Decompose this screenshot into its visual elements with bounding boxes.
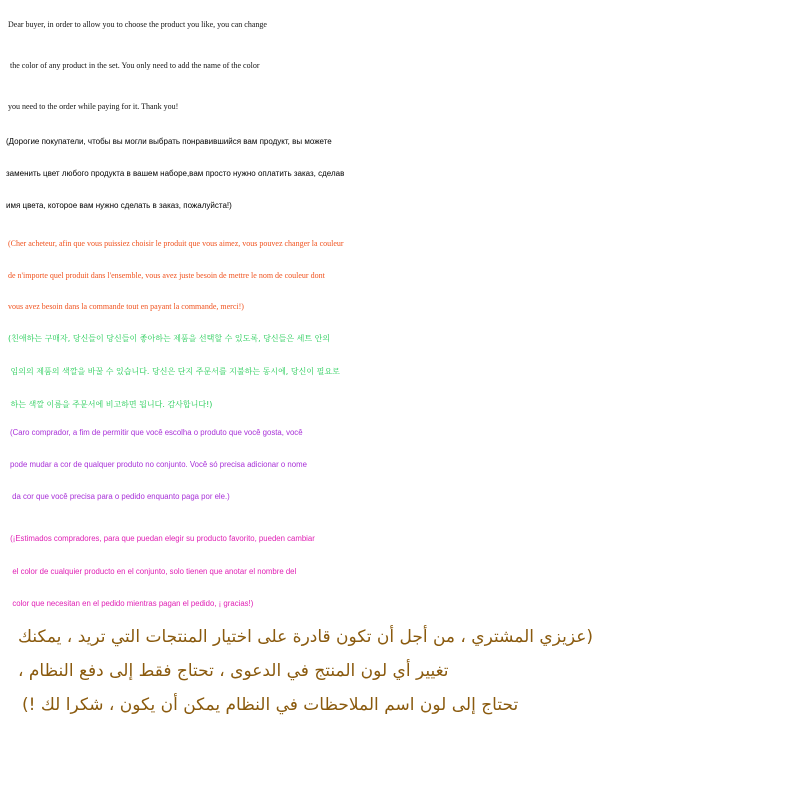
korean-line-1: (친애하는 구매자, 당신들이 당신들이 좋아하는 제품을 선택할 수 있도록, 당신들은 세트 안의 — [8, 334, 331, 343]
french-notice — [8, 228, 800, 323]
portuguese-line-1: (Caro comprador, a fim de permitir que você escolha o produto que você gosta, você — [10, 428, 303, 437]
arabic-line-1: (عزيزي المشتري ، من أجل أن تكون قادرة على اختيار المنتجات التي تريد ، يمكنك — [18, 627, 593, 647]
english-notice — [8, 4, 800, 127]
russian-line-3: имя цвета, которое вам нужно сделать в заказ, пожалуйста!) — [6, 201, 232, 210]
spanish-notice — [8, 523, 800, 621]
english-line-3: you need to the order while paying for it. Thank you! — [8, 102, 179, 111]
korean-notice — [8, 322, 800, 421]
french-line-1: (Cher acheteur, afin que vous puissiez choisir le produit que vous aimez, vous pouvez changer la couleur — [8, 239, 344, 248]
english-line-2: the color of any product in the set. You only need to add the name of the color — [8, 61, 260, 70]
arabic-line-3: تحتاج إلى لون اسم الملاحظات في النظام يمكن أن يكون ، شكرا لك !) — [22, 695, 519, 715]
portuguese-notice — [10, 417, 800, 513]
korean-line-3: 하는 색깔 이름을 주문서에 비고하면 됩니다. 감사합니다!) — [8, 400, 213, 409]
spanish-line-2: el color de cualquier producto en el conjunto, solo tienen que anotar el nombre del — [8, 566, 297, 576]
arabic-line-2: تغيير أي لون المنتج في الدعوى ، تحتاج فقط إلى دفع النظام ، — [18, 661, 449, 681]
korean-line-2: 임의의 제품의 색깔을 바꿀 수 있습니다. 당신은 단지 주문서를 지불하는 동시에, 당신이 필요로 — [8, 367, 340, 376]
arabic-notice — [18, 620, 788, 722]
russian-line-1: (Дорогие покупатели, чтобы вы могли выбрать понравившийся вам продукт, вы можете — [6, 137, 332, 146]
portuguese-line-3: da cor que você precisa para o pedido enquanto paga por ele.) — [10, 492, 230, 501]
portuguese-line-2: pode mudar a cor de qualquer produto no conjunto. Você só precisa adicionar o nome — [10, 460, 307, 469]
spanish-line-3: color que necesitan en el pedido mientras pagan el pedido, ¡ gracias!) — [8, 599, 254, 608]
russian-line-2: заменить цвет любого продукта в вашем наборе,вам просто нужно оплатить заказ, сделав — [6, 169, 345, 178]
french-line-2: de n'importe quel produit dans l'ensemble, vous avez juste besoin de mettre le nom de couleur dont — [8, 270, 325, 280]
russian-notice — [6, 126, 800, 222]
spanish-line-1: (¡Estimados compradores, para que puedan elegir su producto favorito, pueden cambiar — [8, 534, 315, 543]
french-line-3: vous avez besoin dans la commande tout en payant la commande, merci!) — [8, 302, 244, 311]
english-line-1: Dear buyer, in order to allow you to choose the product you like, you can change — [8, 20, 267, 29]
